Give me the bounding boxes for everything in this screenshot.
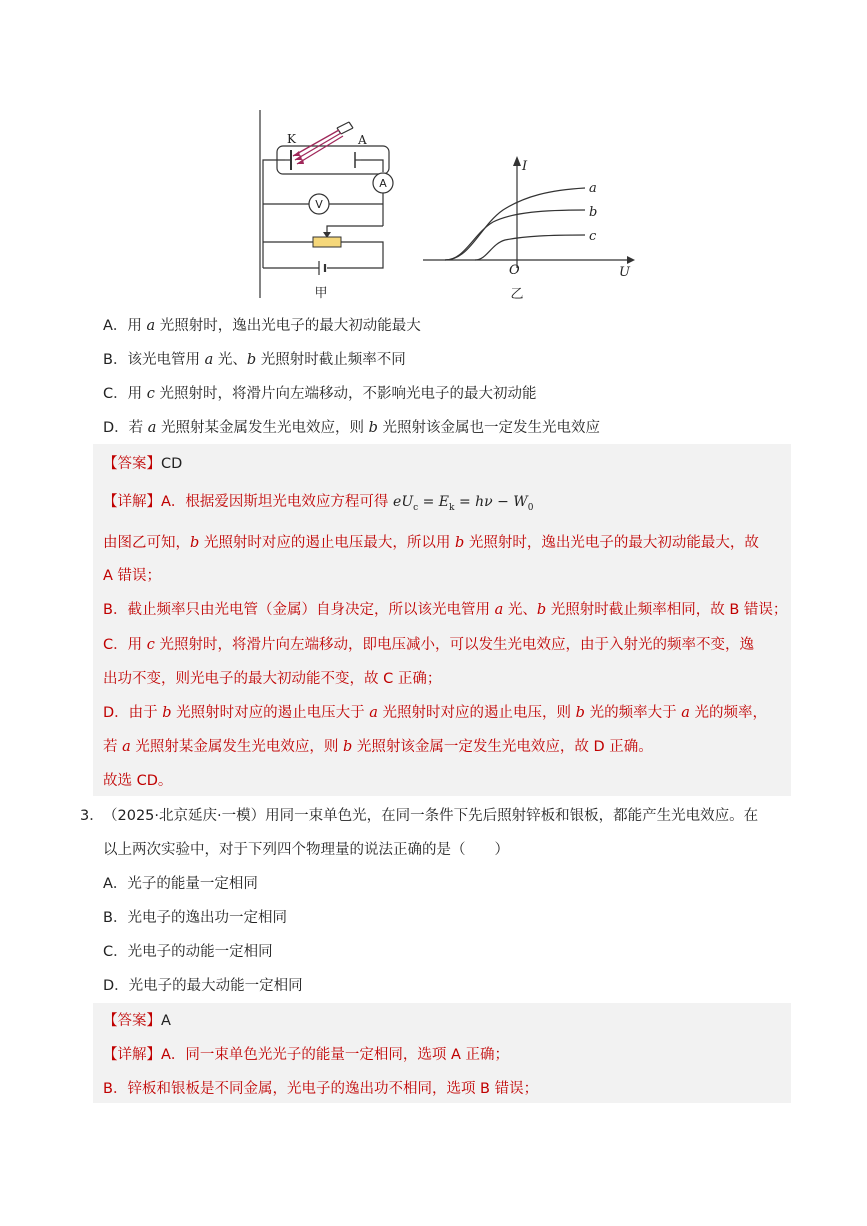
- q3-option-d: D．光电子的最大动能一定相同: [103, 978, 303, 994]
- q2-option-a-suffix: 光照射时，逸出光电子的最大初动能最大: [155, 318, 421, 334]
- q2-option-c-prefix: C．用: [103, 386, 147, 402]
- q2-option-b-prefix: B．该光电管用: [103, 352, 205, 368]
- q2-option-c-var: c: [146, 386, 155, 402]
- q3-number: 3．: [80, 808, 104, 824]
- q2-detail-line3: A 错误；: [103, 568, 162, 584]
- q2-l5-v1: c: [146, 637, 155, 653]
- label-i: I: [522, 159, 528, 174]
- q2-l2-v1: b: [190, 535, 200, 551]
- q2-l4-p2: 光、: [503, 602, 537, 618]
- q2-detail-line4: [103, 600, 787, 620]
- q2-l7-p1: D．由于: [103, 705, 163, 721]
- q2-option-c-suffix: 光照射时，将滑片向左端移动，不影响光电子的最大初动能: [154, 386, 537, 402]
- figure-svg: [255, 108, 655, 303]
- q2-option-d-suffix: 光照射该金属也一定发生光电效应: [377, 420, 601, 436]
- q2-detail-line7: [103, 703, 767, 723]
- q2-l7-v2: a: [369, 705, 378, 721]
- q2-option-d-prefix: D．若: [103, 420, 148, 436]
- q2-detail-label: 【详解】: [103, 494, 161, 510]
- q3-option-a: A．光子的能量一定相同: [103, 876, 258, 892]
- q2-answer-value: CD: [161, 456, 183, 472]
- q2-l8-p1: 若: [103, 739, 123, 755]
- label-o: O: [509, 263, 520, 278]
- q2-l7-p5: 光的频率，: [689, 705, 767, 721]
- q2-option-d-var1: a: [147, 420, 157, 436]
- q2-detail-line5: [103, 635, 754, 655]
- q2-l8-v1: a: [122, 739, 131, 755]
- q2-option-d-var2: b: [368, 420, 378, 436]
- q2-detail-a: [103, 492, 533, 518]
- q2-l2-p2: 光照射时对应的遏止电压最大，所以用: [199, 535, 456, 551]
- voltmeter-label: V: [315, 198, 323, 211]
- q2-option-b-suffix: 光照射时截止频率不同: [256, 352, 406, 368]
- q3-option-b: B．光电子的逸出功一定相同: [103, 910, 287, 926]
- q2-l4-v2: b: [536, 602, 547, 618]
- q2-l7-v1: b: [162, 705, 172, 721]
- q2-l7-p4: 光的频率大于: [584, 705, 682, 721]
- q2-option-c: [103, 384, 536, 404]
- q3-stem-line2: 以上两次实验中，对于下列四个物理量的说法正确的是（ ）: [103, 842, 509, 858]
- caption-jia: 甲: [314, 286, 328, 301]
- q3-detail-a-text: A．同一束单色光光子的能量一定相同，选项 A 正确；: [161, 1047, 510, 1063]
- q2-l2-p1: 由图乙可知，: [103, 535, 190, 551]
- q3-stem-line1: （2025·北京延庆·一模）用同一束单色光，在同一条件下先后照射锌板和银板，都能产生光电效应。在: [103, 808, 759, 824]
- q2-l7-p3: 光照射时对应的遏止电压，则: [377, 705, 576, 721]
- q2-l2-p3: 光照射时，逸出光电子的最大初动能最大，故: [464, 535, 759, 551]
- curve-a-label: a: [589, 181, 597, 196]
- q3-detail-b: B．锌板和银板是不同金属，光电子的逸出功不相同，选项 B 错误；: [103, 1081, 539, 1097]
- q3-detail-label: 【详解】: [103, 1047, 161, 1063]
- caption-yi: 乙: [510, 287, 524, 302]
- q2-option-d-mid: 光照射某金属发生光电效应，则: [156, 420, 369, 436]
- label-a: A: [358, 133, 367, 147]
- q2-option-b-var1: a: [204, 352, 214, 368]
- q3-detail-a: [103, 1045, 509, 1065]
- ammeter-label: A: [379, 177, 387, 190]
- q2-option-b: [103, 350, 406, 370]
- q2-option-b-var2: b: [246, 352, 257, 368]
- q2-l7-p2: 光照射时对应的遏止电压大于: [171, 705, 370, 721]
- q2-l8-v2: b: [342, 739, 353, 755]
- q2-l4-v1: a: [494, 602, 504, 618]
- q2-option-d: [103, 418, 600, 438]
- q3-option-c: C．光电子的动能一定相同: [103, 944, 273, 960]
- q2-detail-line6: 出功不变，则光电子的最大初动能不变，故 C 正确；: [103, 671, 442, 687]
- q2-option-a-prefix: A．用: [103, 318, 147, 334]
- q2-l8-p2: 光照射某金属发生光电效应，则: [130, 739, 343, 755]
- q2-l4-p3: 光照射时截止频率相同，故 B 错误；: [546, 602, 788, 618]
- q2-option-a-var: a: [146, 318, 156, 334]
- q2-l8-p3: 光照射该金属一定发生光电效应，故 D 正确。: [352, 739, 653, 755]
- q2-l5-p2: 光照射时，将滑片向左端移动，即电压减小，可以发生光电效应，由于入射光的频率不变，逸: [154, 637, 754, 653]
- q2-answer-label: 【答案】: [103, 456, 161, 472]
- q3-answer-line: [103, 1011, 171, 1031]
- q2-l7-v4: a: [681, 705, 690, 721]
- rheostat: [313, 237, 341, 247]
- curve-b-label: b: [589, 205, 598, 220]
- q2-option-b-mid: 光、: [213, 352, 247, 368]
- q2-l5-p1: C．用: [103, 637, 147, 653]
- q2-detail-line2: [103, 533, 759, 553]
- q2-conclusion: 故选 CD。: [103, 773, 173, 789]
- q2-l2-v2: b: [455, 535, 465, 551]
- q2-detail-a-intro: A．根据爱因斯坦光电效应方程可得: [161, 494, 389, 510]
- q2-l7-v3: b: [575, 705, 585, 721]
- q2-answer-line: [103, 454, 182, 474]
- einstein-formula: $eU_c = E_k = h\nu - W_0$: [393, 494, 534, 513]
- label-k: K: [287, 132, 296, 146]
- curve-c: [475, 235, 585, 260]
- q2-detail-line8: [103, 737, 653, 757]
- q3-answer-label: 【答案】: [103, 1013, 161, 1029]
- curve-c-label: c: [589, 229, 597, 244]
- q2-l4-p1: B．截止频率只由光电管（金属）自身决定，所以该光电管用: [103, 602, 495, 618]
- photoelectric-figure: [255, 108, 655, 303]
- label-u: U: [619, 265, 630, 280]
- q2-option-a: [103, 316, 421, 336]
- q3-answer-value: A: [161, 1013, 171, 1029]
